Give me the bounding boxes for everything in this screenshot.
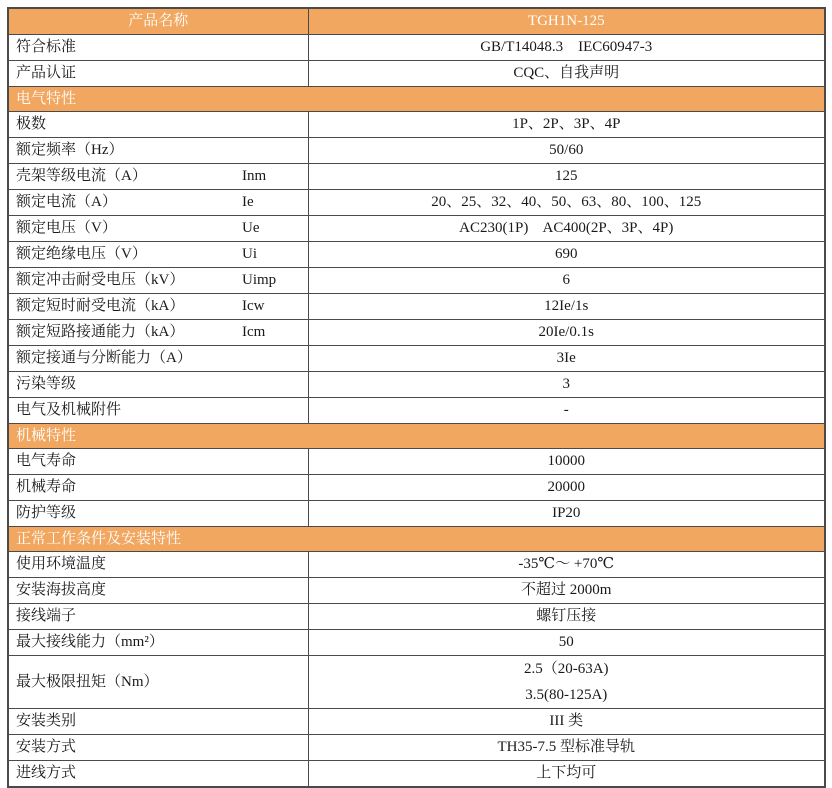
param-value-cell: 20Ie/0.1s: [308, 320, 825, 346]
column-header-model: TGH1N-125: [308, 8, 825, 35]
param-value-cell: CQC、自我声明: [308, 61, 825, 87]
param-label: 壳架等级电流（A）: [16, 168, 147, 184]
param-label: 防护等级: [16, 505, 77, 521]
param-value-cell: 3Ie: [308, 346, 825, 372]
param-value-cell: 不超过 2000m: [308, 578, 825, 604]
table-header-row: [8, 8, 825, 35]
section-title: 正常工作条件及安装特性: [8, 527, 825, 552]
param-value-cell: 690: [308, 242, 825, 268]
param-label: 安装方式: [16, 739, 77, 755]
param-label-cell: [8, 61, 308, 87]
param-symbol: Ue: [242, 220, 260, 236]
param-value-cell: 50: [308, 630, 825, 656]
spec-row: [8, 501, 825, 527]
param-label: 污染等级: [16, 376, 77, 392]
param-label: 额定电压（V）: [16, 220, 117, 236]
param-label: 安装类别: [16, 713, 77, 729]
spec-row: [8, 372, 825, 398]
param-value-cell: 6: [308, 268, 825, 294]
param-label-cell: [8, 604, 308, 630]
param-label: 安装海拔高度: [16, 582, 107, 598]
param-label-cell: [8, 475, 308, 501]
param-label: 额定短时耐受电流（kA）: [16, 298, 185, 314]
param-label: 额定短路接通能力（kA）: [16, 324, 185, 340]
param-label-cell: [8, 164, 308, 190]
param-label-cell: [8, 346, 308, 372]
param-label: 机械寿命: [16, 479, 77, 495]
param-label-cell: [8, 216, 308, 242]
spec-row: [8, 268, 825, 294]
spec-row: [8, 320, 825, 346]
param-symbol: Inm: [242, 168, 267, 184]
param-symbol: Ui: [242, 246, 257, 262]
param-value-cell: GB/T14048.3 IEC60947-3: [308, 35, 825, 61]
param-label: 额定频率（Hz）: [16, 142, 124, 158]
spec-row: [8, 475, 825, 501]
spec-row: [8, 552, 825, 578]
spec-row: [8, 656, 825, 709]
param-value-cell: 上下均可: [308, 761, 825, 788]
param-value-cell: 125: [308, 164, 825, 190]
section-header-row: [8, 87, 825, 112]
param-label-cell: [8, 501, 308, 527]
spec-row: [8, 112, 825, 138]
param-label-cell: [8, 112, 308, 138]
param-label-cell: [8, 294, 308, 320]
param-symbol: Icw: [242, 298, 265, 314]
param-value-cell: 3: [308, 372, 825, 398]
param-value-line: 3.5(80-125A): [525, 687, 608, 703]
param-label: 电气寿命: [16, 453, 77, 469]
param-value-cell: 1P、2P、3P、4P: [308, 112, 825, 138]
spec-row: [8, 294, 825, 320]
param-label-cell: [8, 320, 308, 346]
spec-row: [8, 61, 825, 87]
param-label-cell: [8, 656, 308, 709]
param-label-cell: [8, 35, 308, 61]
spec-row: [8, 578, 825, 604]
param-value-cell: 螺钉压接: [308, 604, 825, 630]
param-label: 符合标准: [16, 39, 77, 55]
param-label: 极数: [16, 116, 47, 132]
param-value-cell: IP20: [308, 501, 825, 527]
param-symbol: Uimp: [242, 272, 277, 288]
param-label-cell: [8, 190, 308, 216]
param-label: 额定绝缘电压（V）: [16, 246, 147, 262]
param-label: 额定冲击耐受电压（kV）: [16, 272, 185, 288]
spec-row: [8, 190, 825, 216]
param-label: 电气及机械附件: [16, 402, 122, 418]
param-value-cell: III 类: [308, 709, 825, 735]
param-value-cell: -: [308, 398, 825, 424]
param-label: 额定电流（A）: [16, 194, 117, 210]
param-value-cell: [308, 656, 825, 709]
spec-row: [8, 164, 825, 190]
param-symbol: Ie: [242, 194, 254, 210]
spec-table-body: [8, 8, 825, 787]
param-label-cell: [8, 735, 308, 761]
param-label: 额定接通与分断能力（A）: [16, 350, 192, 366]
param-label-cell: [8, 761, 308, 788]
param-value-line: 2.5（20-63A): [523, 661, 609, 677]
param-label: 产品名称: [128, 13, 189, 29]
param-value-cell: TH35-7.5 型标准导轨: [308, 735, 825, 761]
section-header-row: [8, 424, 825, 449]
param-label-cell: [8, 709, 308, 735]
param-value-cell: AC230(1P) AC400(2P、3P、4P): [308, 216, 825, 242]
spec-row: [8, 242, 825, 268]
param-label-cell: [8, 630, 308, 656]
param-value-cell: -35℃～ +70℃: [308, 552, 825, 578]
spec-row: [8, 346, 825, 372]
param-label-cell: [8, 138, 308, 164]
param-label-cell: [8, 552, 308, 578]
section-header-row: [8, 527, 825, 552]
param-label: 进线方式: [16, 765, 77, 781]
param-label-cell: [8, 372, 308, 398]
param-label: 最大接线能力（mm²）: [16, 634, 164, 650]
param-label: 产品认证: [16, 65, 77, 81]
param-label-cell: [8, 268, 308, 294]
param-value-cell: 20000: [308, 475, 825, 501]
param-symbol: Icm: [242, 324, 266, 340]
column-header-parameter: [8, 8, 308, 35]
spec-row: [8, 709, 825, 735]
param-label-cell: [8, 449, 308, 475]
param-label: 最大极限扭矩（Nm）: [16, 673, 159, 690]
param-label-cell: [8, 578, 308, 604]
param-value-cell: 20、25、32、40、50、63、80、100、125: [308, 190, 825, 216]
section-title: 机械特性: [8, 424, 825, 449]
spec-row: [8, 449, 825, 475]
spec-row: [8, 630, 825, 656]
param-value-cell: 50/60: [308, 138, 825, 164]
param-label: 使用环境温度: [16, 556, 107, 572]
param-label: 接线端子: [16, 608, 77, 624]
param-value-cell: 12Ie/1s: [308, 294, 825, 320]
section-title: 电气特性: [8, 87, 825, 112]
spec-row: [8, 216, 825, 242]
param-value-cell: 10000: [308, 449, 825, 475]
spec-row: [8, 398, 825, 424]
product-spec-table: [7, 7, 826, 788]
spec-row: [8, 138, 825, 164]
param-label-cell: [8, 242, 308, 268]
spec-row: [8, 735, 825, 761]
spec-row: [8, 604, 825, 630]
spec-row: [8, 35, 825, 61]
spec-row: [8, 761, 825, 788]
param-label-cell: [8, 398, 308, 424]
